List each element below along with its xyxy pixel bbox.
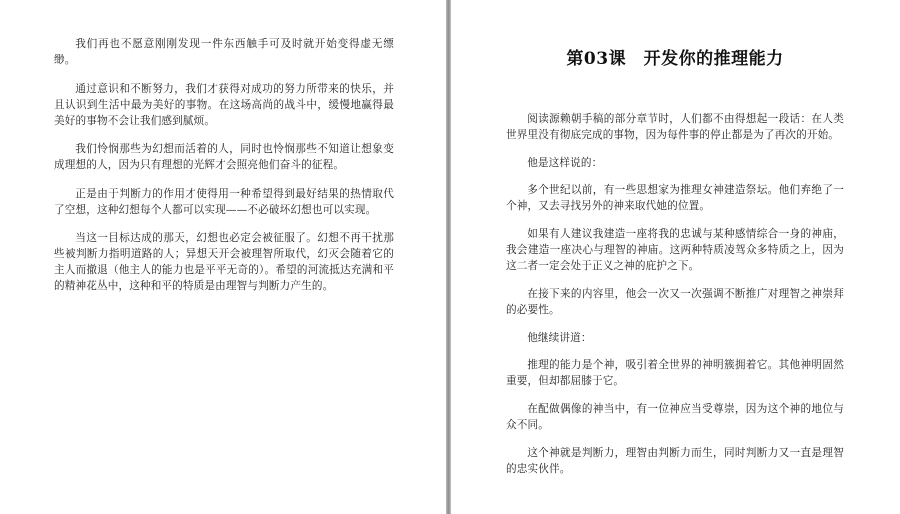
right-paragraph-7: 推理的能力是个神，吸引着全世界的神明簇拥着它。其他神明固然重要，但却都屈膝于它。 xyxy=(506,359,844,387)
left-paragraph-3: 我们怜悯那些为幻想而活着的人，同时也怜悯那些不知道让想象变成理想的人，因为只有理想的光辉才会照亮他们奋斗的征程。 xyxy=(54,143,394,171)
right-paragraph-1: 阅读源赖朝手稿的部分章节时，人们都不由得想起一段话：在人类世界里没有彻底完成的事物，因为每件事的停止都是为了再次的开始。 xyxy=(506,113,844,141)
left-page xyxy=(0,0,446,514)
right-page xyxy=(451,0,900,514)
left-paragraph-1: 我们再也不愿意刚刚发现一件东西触手可及时就开始变得虚无缥缈。 xyxy=(54,38,394,66)
lesson-title: 第03课 开发你的推理能力 xyxy=(566,49,784,69)
left-paragraph-2: 通过意识和不断努力，我们才获得对成功的努力所带来的快乐，并且认识到生活中最为美好的事物。在这场高尚的战斗中，缓慢地赢得最美好的事物不会让我们感到腻烦。 xyxy=(54,82,394,127)
right-paragraph-6: 他继续讲道： xyxy=(527,332,592,344)
left-paragraph-4: 正是由于判断力的作用才使得用一种希望得到最好结果的热情取代了空想，这种幻想每个人都可以实现——不必破坏幻想也可以实现。 xyxy=(54,187,394,216)
right-paragraph-2: 他是这样说的： xyxy=(527,157,603,169)
right-paragraph-9: 这个神就是判断力，理智由判断力而生，同时判断力又一直是理智的忠实伙伴。 xyxy=(506,447,844,475)
left-paragraph-5: 当这一目标达成的那天，幻想也必定会被征服了。幻想不再干扰那些被判断力指明道路的人；异想天开会被理智所取代，幻灭会随着它的主人而撤退（他主人的能力也是平平无奇的）。希望的河流抵达充满和平的精神花丛中，这种和平的特质是由理智与判断力产生的。 xyxy=(54,232,394,292)
right-paragraph-5: 在接下来的内容里，他会一次又一次强调不断推广对理智之神崇拜的必要性。 xyxy=(506,288,844,316)
right-paragraph-8: 在配做偶像的神当中，有一位神应当受尊崇，因为这个神的地位与众不同。 xyxy=(506,403,844,431)
right-paragraph-4: 如果有人建议我建造一座将我的忠诚与某种感情综合一身的神庙，我会建造一座决心与理智的神庙。这两种特质凌驾众多特质之上，因为这二者一定会处于正义之神的庇护之下。 xyxy=(506,228,844,272)
right-paragraph-3: 多个世纪以前，有一些思想家为推理女神建造祭坛。他们弃绝了一个神，又去寻找另外的神来取代她的位置。 xyxy=(506,184,844,212)
